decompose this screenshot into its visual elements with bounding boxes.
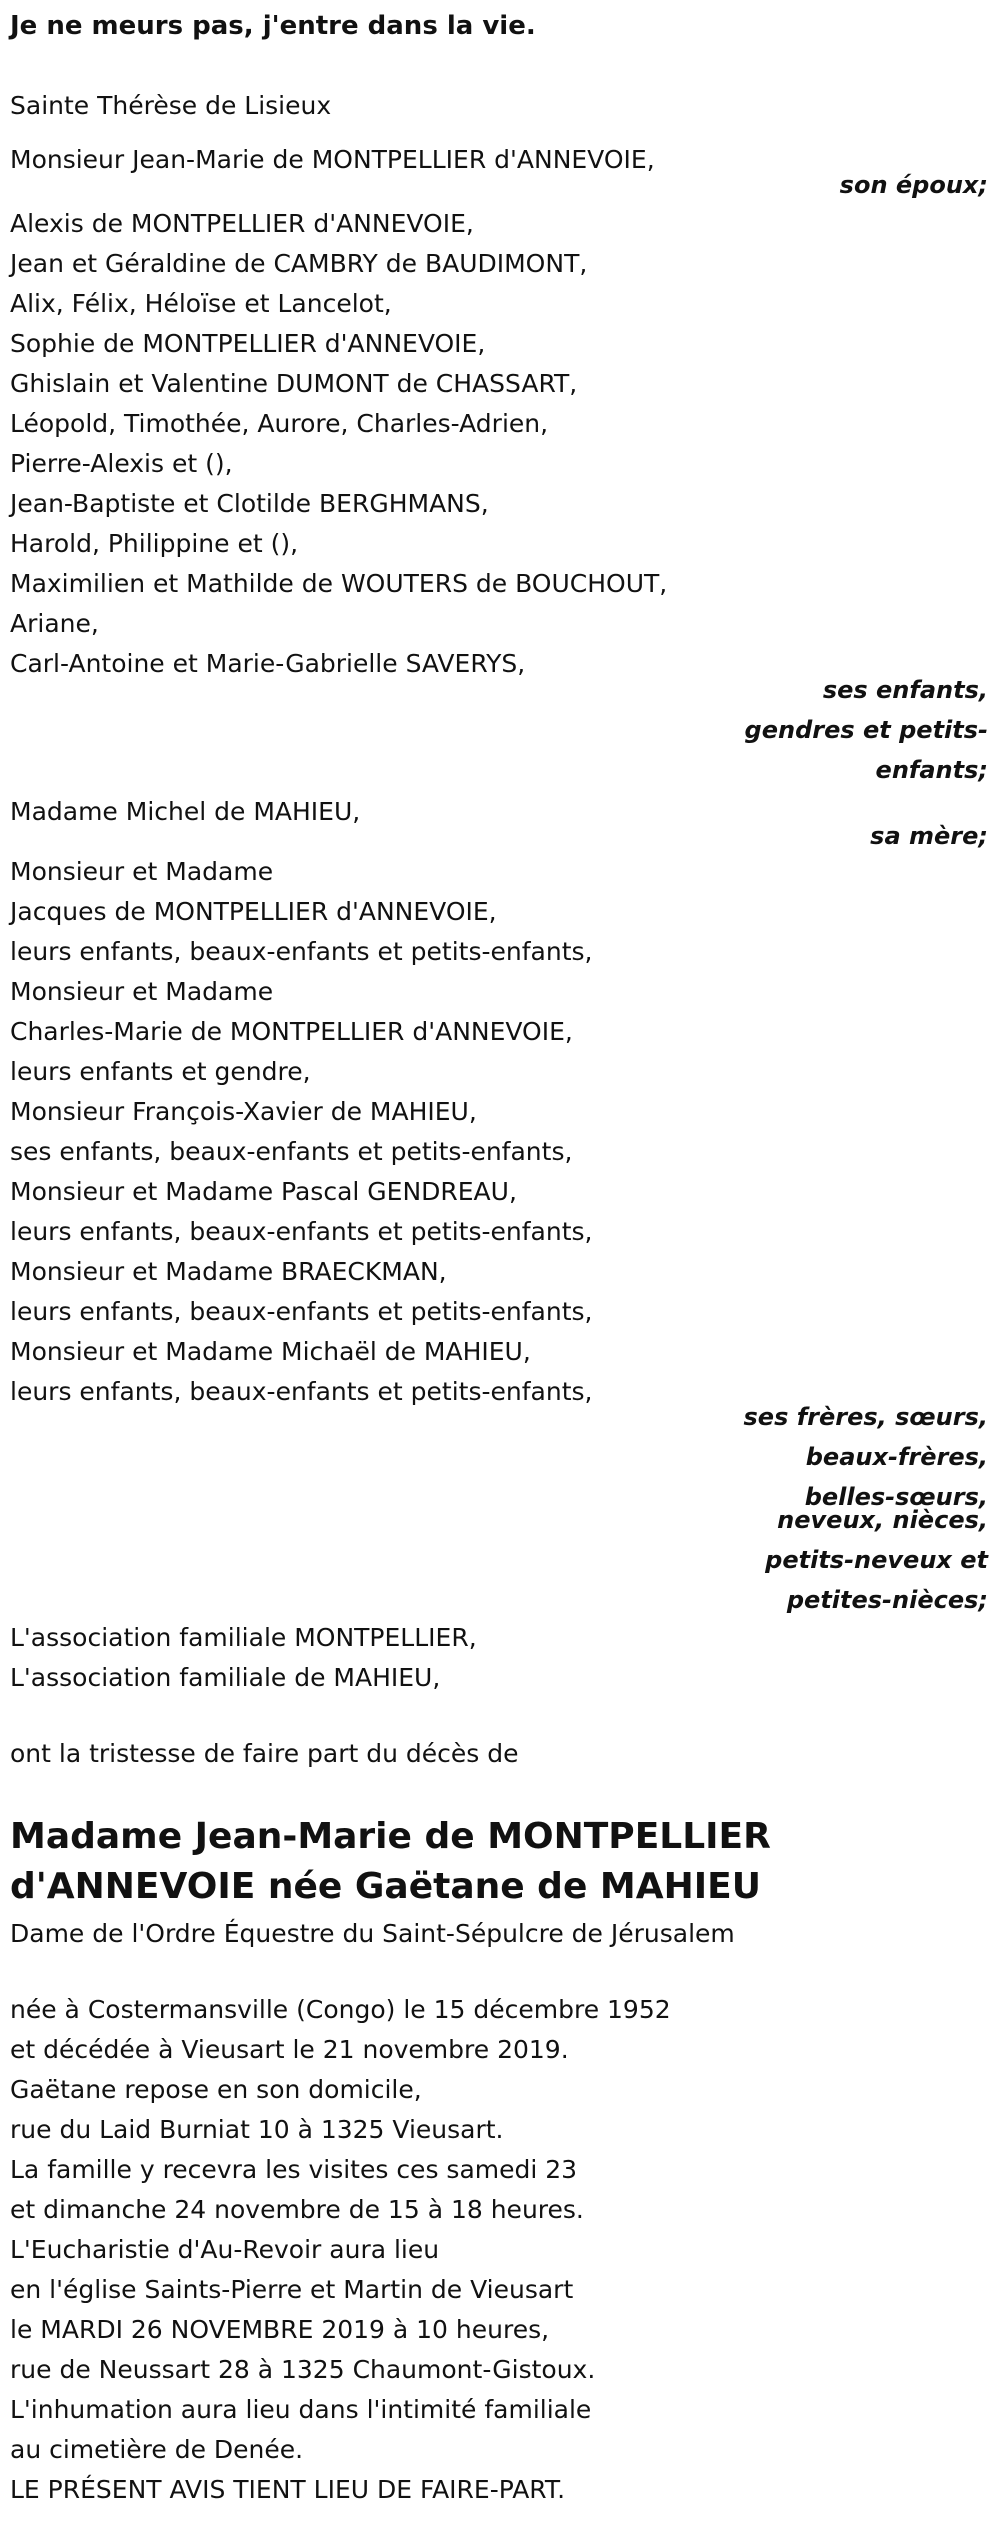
detail-line: et dimanche 24 novembre de 15 à 18 heures. [10, 2195, 584, 2224]
deceased-name-line-2: d'ANNEVOIE née Gaëtane de MAHIEU [10, 1866, 761, 1907]
detail-line: La famille y recevra les visites ces samedi 23 [10, 2155, 578, 2184]
association-2: L'association familiale de MAHIEU, [10, 1663, 441, 1692]
siblings-role-4: neveux, nièces, [777, 1506, 988, 1534]
list-item: Monsieur et Madame Michaël de MAHIEU, [10, 1337, 531, 1366]
deceased-title: Dame de l'Ordre Équestre du Saint-Sépulcre de Jérusalem [10, 1919, 735, 1948]
list-item: Charles-Marie de MONTPELLIER d'ANNEVOIE, [10, 1017, 573, 1046]
list-item: leurs enfants et gendre, [10, 1057, 311, 1086]
children-role-2: gendres et petits- [744, 716, 988, 744]
siblings-role-1: ses frères, sœurs, [743, 1403, 988, 1431]
list-item: Sophie de MONTPELLIER d'ANNEVOIE, [10, 329, 486, 358]
detail-line: Gaëtane repose en son domicile, [10, 2075, 422, 2104]
detail-line: le MARDI 26 NOVEMBRE 2019 à 10 heures, [10, 2315, 550, 2344]
children-role-1: ses enfants, [822, 676, 988, 704]
siblings-list [10, 852, 592, 1412]
list-item: Monsieur et Madame [10, 857, 274, 886]
detail-line: L'Eucharistie d'Au-Revoir aura lieu [10, 2235, 440, 2264]
mother-name: Madame Michel de MAHIEU, [10, 797, 361, 826]
list-item: leurs enfants, beaux-enfants et petits-enfants, [10, 1377, 593, 1406]
detail-line: et décédée à Vieusart le 21 novembre 2019. [10, 2035, 569, 2064]
list-item: Monsieur et Madame Pascal GENDREAU, [10, 1177, 517, 1206]
husband-role: son époux; [839, 171, 988, 199]
children-list [10, 204, 667, 684]
list-item: Jacques de MONTPELLIER d'ANNEVOIE, [10, 897, 497, 926]
mother-role: sa mère; [870, 822, 988, 850]
list-item: Léopold, Timothée, Aurore, Charles-Adrien, [10, 409, 549, 438]
siblings-role-3: belles-sœurs, [804, 1483, 988, 1511]
list-item: Maximilien et Mathilde de WOUTERS de BOUCHOUT, [10, 569, 668, 598]
list-item: Harold, Philippine et (), [10, 529, 299, 558]
detail-line: en l'église Saints-Pierre et Martin de Vieusart [10, 2275, 574, 2304]
detail-line: LE PRÉSENT AVIS TIENT LIEU DE FAIRE-PART. [10, 2475, 566, 2504]
deceased-name-line-1: Madame Jean-Marie de MONTPELLIER [10, 1816, 771, 1857]
detail-line: rue du Laid Burniat 10 à 1325 Vieusart. [10, 2115, 504, 2144]
detail-line: rue de Neussart 28 à 1325 Chaumont-Gistoux. [10, 2355, 596, 2384]
list-item: Monsieur et Madame [10, 977, 274, 1006]
list-item: leurs enfants, beaux-enfants et petits-enfants, [10, 937, 593, 966]
list-item: leurs enfants, beaux-enfants et petits-enfants, [10, 1217, 593, 1246]
detail-line: au cimetière de Denée. [10, 2435, 304, 2464]
list-item: Monsieur et Madame BRAECKMAN, [10, 1257, 447, 1286]
list-item: leurs enfants, beaux-enfants et petits-enfants, [10, 1297, 593, 1326]
quote-author: Sainte Thérèse de Lisieux [10, 91, 332, 120]
list-item: Pierre-Alexis et (), [10, 449, 233, 478]
list-item: Carl-Antoine et Marie-Gabrielle SAVERYS, [10, 649, 526, 678]
list-item: Monsieur François-Xavier de MAHIEU, [10, 1097, 477, 1126]
siblings-role-2: beaux-frères, [805, 1443, 988, 1471]
list-item: Jean et Géraldine de CAMBRY de BAUDIMONT, [10, 249, 588, 278]
list-item: Ariane, [10, 609, 99, 638]
list-item: ses enfants, beaux-enfants et petits-enfants, [10, 1137, 573, 1166]
siblings-role-6: petites-nièces; [786, 1586, 988, 1614]
detail-line: née à Costermansville (Congo) le 15 décembre 1952 [10, 1995, 671, 2024]
children-role-3: enfants; [875, 756, 988, 784]
quote: Je ne meurs pas, j'entre dans la vie. [10, 11, 536, 41]
husband-name: Monsieur Jean-Marie de MONTPELLIER d'ANNEVOIE, [10, 145, 655, 174]
list-item: Jean-Baptiste et Clotilde BERGHMANS, [10, 489, 489, 518]
funeral-details [10, 1990, 671, 2510]
detail-line: L'inhumation aura lieu dans l'intimité familiale [10, 2395, 592, 2424]
list-item: Alexis de MONTPELLIER d'ANNEVOIE, [10, 209, 474, 238]
siblings-role-5: petits-neveux et [765, 1546, 988, 1574]
list-item: Ghislain et Valentine DUMONT de CHASSART, [10, 369, 578, 398]
association-1: L'association familiale MONTPELLIER, [10, 1623, 477, 1652]
list-item: Alix, Félix, Héloïse et Lancelot, [10, 289, 392, 318]
announcement-text: ont la tristesse de faire part du décès de [10, 1739, 519, 1768]
deceased-name [10, 1812, 771, 1912]
